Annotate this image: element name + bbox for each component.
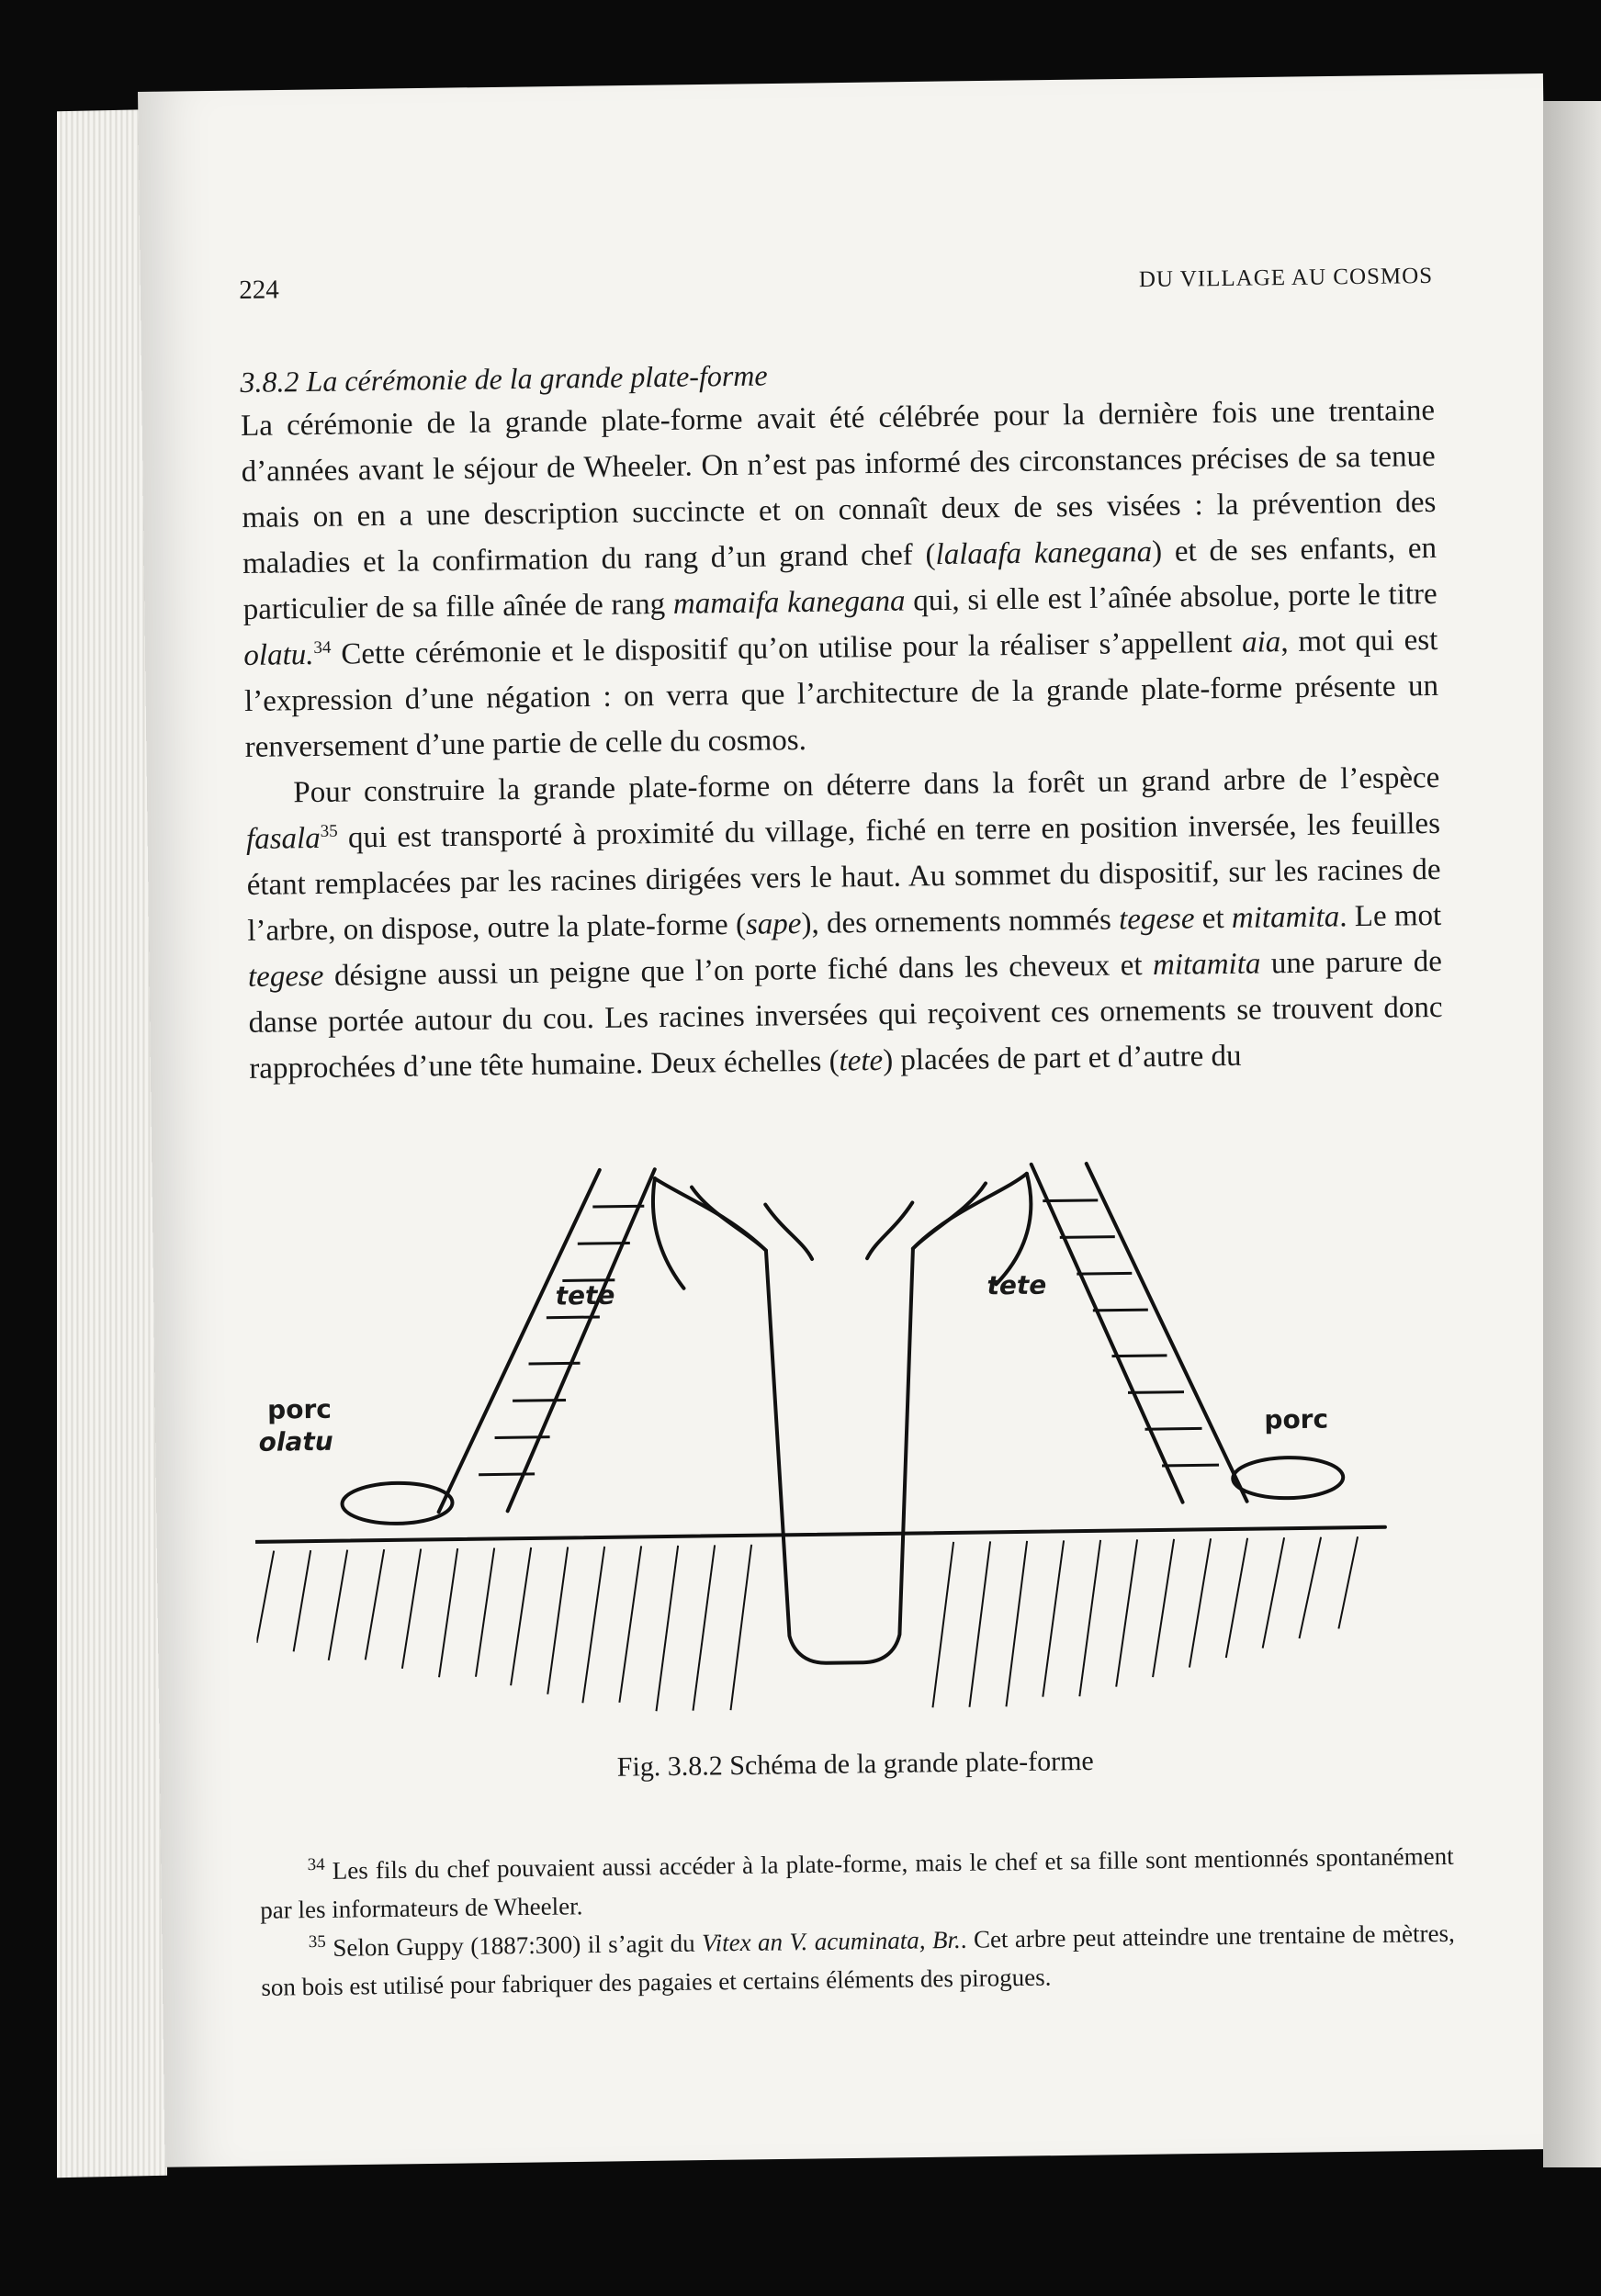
text-run: ), des ornements nommés xyxy=(801,903,1120,941)
tree-root-center-left xyxy=(765,1204,812,1260)
italic-term: aia xyxy=(1241,625,1281,659)
pig-left xyxy=(342,1482,453,1525)
text-run: désigne aussi un peigne que l’on porte fiché dans les cheveux et xyxy=(323,949,1154,993)
text-run: ) placées de part et d’autre du xyxy=(882,1039,1242,1077)
italic-term: mitamita xyxy=(1152,947,1261,983)
footnotes xyxy=(259,1837,1455,2007)
label-porc-left: porc xyxy=(266,1393,333,1425)
tree-trunk-outline xyxy=(655,1174,1033,1665)
footnote-ref-34[interactable]: 34 xyxy=(313,637,332,658)
italic-term: tete xyxy=(839,1043,884,1078)
italic-term: mamaifa kanegana xyxy=(672,584,906,621)
tree-root-center-right xyxy=(866,1202,913,1258)
facing-page-edge xyxy=(1543,101,1601,2167)
text-run: Pour construire la grande plate-forme on déterre dans la forêt un grand arbre de l’espèce xyxy=(293,760,1440,810)
text-run: La cérémonie de la grande plate-forme avait été célébrée pour la dernière fois une trentaine d’années avant le séjour de Wheeler. On n’est pas informé des circonstances précises de sa tenue mais on en a une description succincte et on connaît deux de ses visées : la prévention des maladies et la confirmation du rang d’un grand chef ( xyxy=(240,393,1437,580)
italic-term: sape xyxy=(745,907,802,941)
platform-figure xyxy=(250,1095,1452,1753)
footnote-number: 35 xyxy=(308,1931,326,1953)
text-run: Cette cérémonie et le dispositif qu’on utilise pour la réaliser s’appellent xyxy=(331,625,1243,671)
label-tete-right: tete xyxy=(987,1269,1047,1301)
paragraph-2 xyxy=(245,755,1443,1092)
paragraph-1 xyxy=(241,388,1439,771)
text-run: et xyxy=(1194,901,1233,936)
ground-hatching xyxy=(255,1536,1359,1716)
tree-root-inner-left xyxy=(692,1187,766,1252)
tree-root-left xyxy=(653,1178,684,1289)
footnote-number: 34 xyxy=(307,1854,325,1875)
italic-term: lalaafa kanegana xyxy=(935,535,1153,572)
text-run: qui est transporté à proximité du village, fiché en terre en position inversée, les feuilles étant remplacées par les racines dirigées vers le haut. Au sommet du dispositif, sur les racines de l’arbre, on dispose, outre la plate-forme ( xyxy=(246,806,1441,948)
italic-term: fasala xyxy=(245,821,321,856)
footnote-text: . Cet arbre peut atteindre une trentaine de mètres, son bois est utilisé pour fabriquer des pagaies et certains éléments des pirogues. xyxy=(261,1919,1455,2001)
footnote-text: Selon Guppy (1887:300) il s’agit du xyxy=(333,1929,703,1962)
footnote-35 xyxy=(261,1914,1456,2007)
footnote-text: Les fils du chef pouvaient aussi accéder à la plate-forme, mais le chef et sa fille sont mentionnés spontanément par les informateurs de Wheeler. xyxy=(260,1841,1454,1924)
italic-term: olatu. xyxy=(243,637,314,672)
page-number: 224 xyxy=(239,275,279,305)
text-run: , mot qui est l’expression d’une négation : on verra que l’architecture de la grande plate-forme présente un renversement d’une partie de celle du cosmos. xyxy=(243,623,1439,764)
section-title: 3.8.2 La cérémonie de la grande plate-forme xyxy=(240,358,768,399)
page-content xyxy=(239,260,1456,2007)
italic-term: tegese xyxy=(247,959,324,994)
text-run: qui, si elle est l’aînée absolue, porte le titre xyxy=(905,577,1438,618)
label-porc-right: porc xyxy=(1264,1403,1329,1435)
ladder-right-rail-b xyxy=(1087,1162,1247,1503)
pig-right xyxy=(1233,1457,1344,1499)
text-run: . Le mot xyxy=(1339,898,1442,934)
running-head: DU VILLAGE AU COSMOS xyxy=(1138,263,1434,293)
species-name: Vitex an V. acuminata, Br. xyxy=(701,1925,961,1957)
ground-line xyxy=(255,1527,1385,1542)
text-run: ) et de ses enfants, en particulier de sa fille aînée de rang xyxy=(242,531,1438,626)
footnote-ref-35[interactable]: 35 xyxy=(320,821,338,841)
italic-term: mitamita xyxy=(1231,900,1340,935)
text-run: une parure de danse portée autour du cou. Les racines inversées qui reçoivent ces ornements se trouvent donc rapprochées d’une tête humaine. Deux échelles ( xyxy=(248,944,1443,1086)
italic-term: tegese xyxy=(1118,902,1195,937)
ladder-right-rail-a xyxy=(1032,1163,1183,1504)
tree-root-inner-right xyxy=(912,1183,987,1248)
ladder-left-rail-a xyxy=(434,1170,604,1512)
ladder-left-rail-b xyxy=(503,1169,660,1511)
label-tete-left: tete xyxy=(555,1279,615,1311)
label-olatu: olatu xyxy=(258,1425,333,1458)
figure-caption: Fig. 3.8.2 Schéma de la grande plate-forme xyxy=(616,1745,1094,1783)
